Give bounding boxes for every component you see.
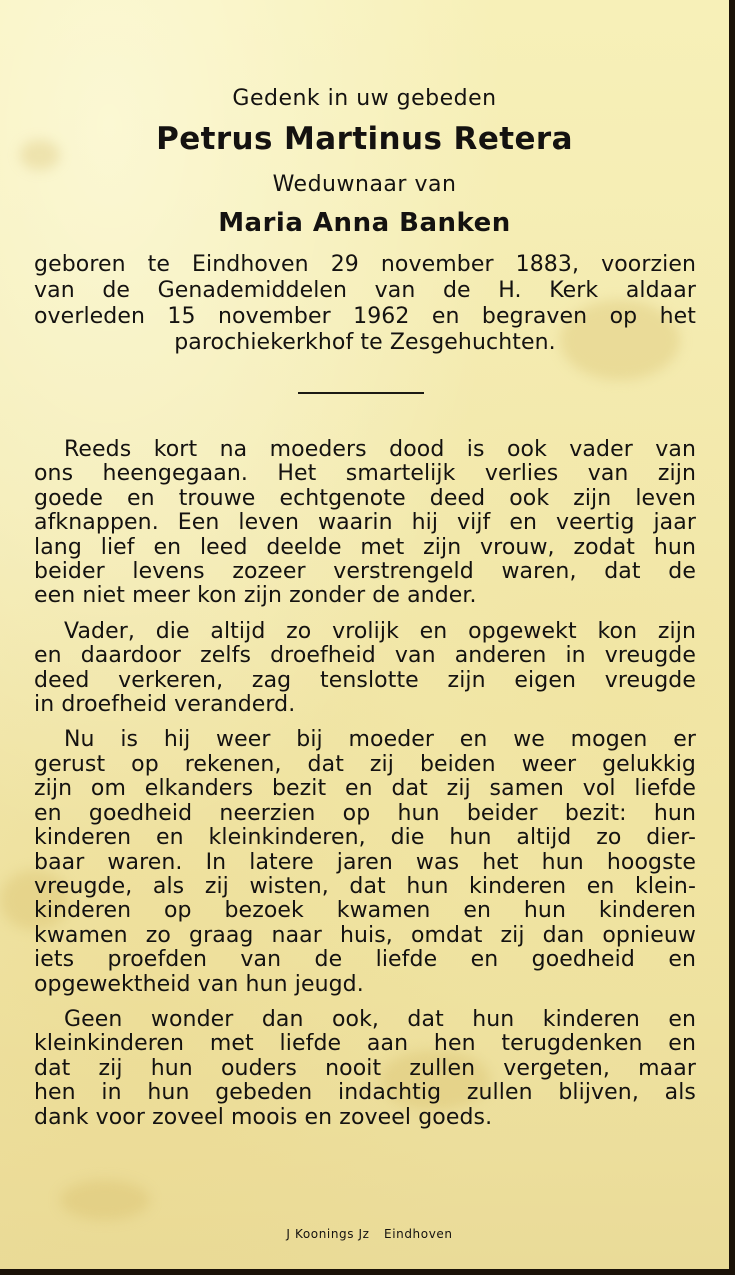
text-line: kinderen en kleinkinderen, die hun altijd zo dier- bbox=[34, 825, 696, 851]
text-line: dank voor zoveel moois en zoveel goeds. bbox=[34, 1104, 493, 1130]
text-line: gerust op rekenen, dat zij beiden weer gelukkig bbox=[34, 751, 696, 777]
text-line: deed verkeren, zag tenslotte zijn eigen vreugde bbox=[34, 667, 696, 693]
deceased-name: Petrus Martinus Retera bbox=[156, 121, 573, 157]
text-line: kinderen op bezoek kwamen en hun kinderen bbox=[34, 898, 696, 924]
intro-line: van de Genademiddelen van de H. Kerk aldaar bbox=[34, 278, 696, 303]
printer-name: J Koonings Jz bbox=[286, 1227, 370, 1241]
memorial-text bbox=[34, 438, 696, 1141]
paragraph bbox=[34, 620, 696, 718]
divider-line bbox=[298, 392, 424, 394]
text-line: Vader, die altijd zo vrolijk en opgewekt kon zijn bbox=[64, 618, 696, 644]
text-line: kleinkinderen met liefde aan hen terugdenken en bbox=[34, 1031, 696, 1057]
biographical-intro bbox=[34, 252, 696, 356]
printer-imprint bbox=[0, 1227, 729, 1241]
text-line: zijn om elkanders bezit en dat zij samen vol liefde bbox=[34, 776, 696, 802]
paragraph bbox=[34, 1008, 696, 1130]
text-line: kwamen zo graag naar huis, omdat zij dan opnieuw bbox=[34, 922, 696, 948]
text-line: ons heengegaan. Het smartelijk verlies van zijn bbox=[34, 461, 696, 487]
text-line: Geen wonder dan ook, dat hun kinderen en bbox=[64, 1006, 696, 1032]
text-line: een niet meer kon zijn zonder de ander. bbox=[34, 583, 477, 609]
paper-stain bbox=[60, 1180, 150, 1220]
widower-label: Weduwnaar van bbox=[272, 172, 457, 197]
text-line: Reeds kort na moeders dood is ook vader van bbox=[64, 437, 696, 462]
text-line: dat zij hun ouders nooit zullen vergeten, maar bbox=[34, 1055, 696, 1081]
prayer-request: Gedenk in uw gebeden bbox=[232, 86, 497, 111]
text-line: hen in hun gebeden indachtig zullen blijven, als bbox=[34, 1080, 696, 1106]
text-line: Nu is hij weer bij moeder en we mogen er bbox=[64, 727, 696, 753]
intro-line: parochiekerkhof te Zesgehuchten. bbox=[174, 330, 556, 355]
text-line: baar waren. In latere jaren was het hun hoogste bbox=[34, 849, 696, 875]
text-line: in droefheid veranderd. bbox=[34, 692, 296, 718]
paragraph bbox=[34, 438, 696, 609]
text-line: vreugde, als zij wisten, dat hun kinderen en klein- bbox=[34, 873, 696, 899]
text-line: en goedheid neerzien op hun beider bezit: hun bbox=[34, 800, 696, 826]
text-line: afknappen. Een leven waarin hij vijf en veertig jaar bbox=[34, 510, 696, 536]
intro-line: geboren te Eindhoven 29 november 1883, voorzien bbox=[34, 252, 696, 277]
text-line: opgewektheid van hun jeugd. bbox=[34, 971, 364, 997]
paragraph bbox=[34, 728, 696, 996]
spouse-name: Maria Anna Banken bbox=[218, 208, 511, 238]
printer-city: Eindhoven bbox=[384, 1227, 453, 1241]
text-line: goede en trouwe echtgenote deed ook zijn leven bbox=[34, 485, 696, 511]
text-line: beider levens zozeer verstrengeld waren, dat de bbox=[34, 559, 696, 585]
intro-line: overleden 15 november 1962 en begraven op het bbox=[34, 304, 696, 329]
text-line: lang lief en leed deelde met zijn vrouw, zodat hun bbox=[34, 534, 696, 560]
text-line: iets proefden van de liefde en goedheid en bbox=[34, 947, 696, 973]
text-line: en daardoor zelfs droefheid van anderen in vreugde bbox=[34, 643, 696, 669]
